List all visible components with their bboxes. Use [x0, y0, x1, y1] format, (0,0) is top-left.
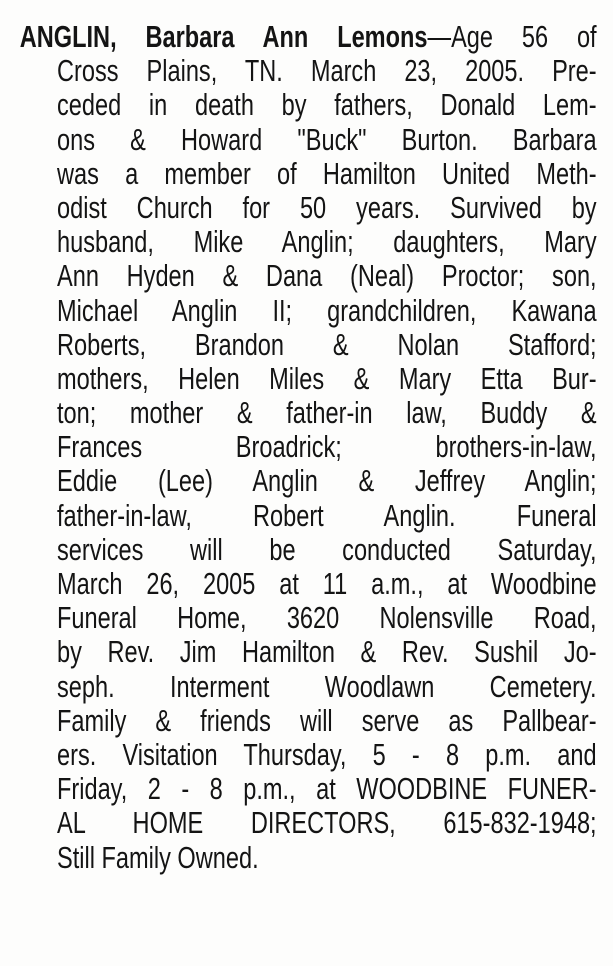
obituary-line: Cross Plains, TN. March 23, 2005. Pre- — [57, 53, 597, 89]
obituary-line: AL HOME DIRECTORS, 615-832-1948; — [57, 805, 597, 841]
obituary-line: Friday, 2 - 8 p.m., at WOODBINE FUNER- — [57, 771, 597, 807]
obituary-line: ceded in death by fathers, Donald Lem- — [57, 87, 597, 123]
obituary-line: Funeral Home, 3620 Nolensville Road, — [57, 600, 597, 636]
obituary-first-line — [20, 20, 597, 54]
obituary-line: ons & Howard "Buck" Burton. Barbara — [57, 121, 597, 157]
obituary-line: March 26, 2005 at 11 a.m., at Woodbine — [57, 566, 597, 601]
obituary-line: Eddie (Lee) Anglin & Jeffrey Anglin; — [57, 463, 597, 499]
obituary-line: Frances Broadrick; brothers-in-law, — [57, 429, 597, 465]
obituary-line: mothers, Helen Miles & Mary Etta Bur- — [57, 360, 597, 396]
obituary-line: ers. Visitation Thursday, 5 - 8 p.m. and — [57, 736, 597, 772]
obituary-line: husband, Mike Anglin; daughters, Mary — [57, 224, 597, 260]
obituary-line: seph. Interment Woodlawn Cemetery. — [57, 668, 597, 704]
obituary-line: Family & friends will serve as Pallbear- — [57, 702, 597, 738]
obituary-line: services will be conducted Saturday, — [57, 531, 597, 567]
obituary-line: ton; mother & father-in law, Buddy & — [57, 395, 597, 431]
obituary-line: Ann Hyden & Dana (Neal) Proctor; son, — [57, 258, 597, 294]
obituary-line: father-in-law, Robert Anglin. Funeral — [57, 497, 597, 533]
obituary-line: —Age 56 of — [427, 19, 597, 54]
obituary-line: Still Family Owned. — [57, 839, 259, 875]
obituary-line: by Rev. Jim Hamilton & Rev. Sushil Jo- — [57, 634, 597, 670]
deceased-name: ANGLIN, Barbara Ann Lemons — [19, 19, 428, 54]
obituary-text — [19, 19, 597, 875]
obituary-line: was a member of Hamilton United Meth- — [57, 155, 597, 191]
obituary-line: Michael Anglin II; grandchildren, Kawana — [57, 292, 597, 328]
obituary-line: Roberts, Brandon & Nolan Stafford; — [57, 326, 597, 362]
obituary-line: odist Church for 50 years. Survived by — [57, 189, 597, 225]
